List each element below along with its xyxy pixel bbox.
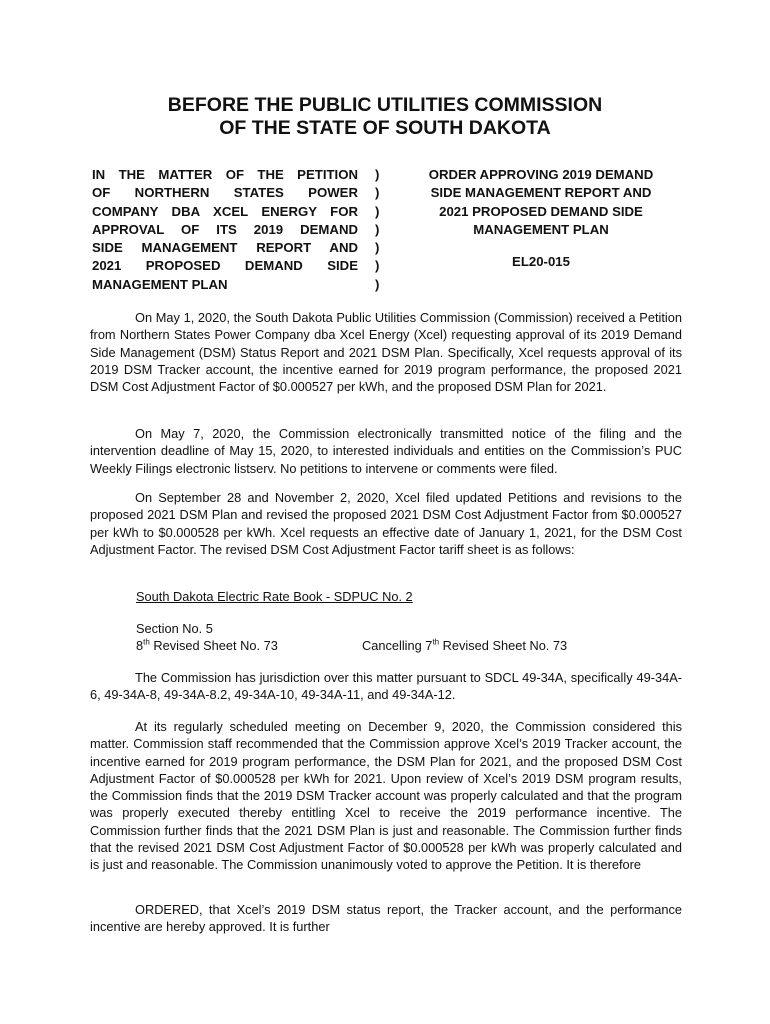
paragraph-text: On May 7, 2020, the Commission electronically transmitted notice of the filing and the intervention deadline of May 15, 2020, to interested individuals and entities on the Commission’s PUC Weekly Filings electronic listserv. No petitions to intervene or comments were filed. [90, 426, 682, 476]
section-number: Section No. 5 [136, 621, 213, 636]
caption-line: SIDE MANAGEMENT REPORT AND [92, 240, 358, 256]
paren: ) [375, 276, 380, 292]
paragraph-text: ORDERED, that Xcel’s 2019 DSM status report, the Tracker account, and the performance incentive are hereby approved. It is further [90, 902, 682, 935]
paren: ) [375, 185, 380, 201]
paragraph-text: The Commission has jurisdiction over this matter pursuant to SDCL 49-34A, specifically 49-34A-6, 49-34A-8, 49-34A-8.2, 49-34A-10, 49-34A-11, and 49-34A-12. [90, 670, 682, 703]
sheet-number: 8 [136, 638, 144, 654]
caption-line: OF NORTHERN STATES POWER [92, 185, 358, 201]
rate-book-title: South Dakota Electric Rate Book - SDPUC No. 2 [136, 589, 413, 604]
revised-sheet [136, 637, 278, 654]
paragraph-5 [90, 718, 682, 874]
caption-line: IN THE MATTER OF THE PETITION [92, 167, 358, 182]
order-title-line: MANAGEMENT PLAN [473, 221, 609, 237]
cancel-ordinal: th [432, 637, 440, 647]
paren: ) [375, 258, 380, 274]
case-caption-left [92, 166, 358, 294]
cancel-rest: Revised Sheet No. 73 [439, 638, 568, 653]
cancelling-sheet [362, 637, 567, 654]
sheet-text: Revised Sheet No. 73 [149, 638, 278, 654]
paragraph-1 [90, 309, 682, 395]
paragraph-text: At its regularly scheduled meeting on December 9, 2020, the Commission considered this matter. Commission staff recommended that the Commission approve Xcel’s 2019 Tracker account, the incentive earned for 2019 program performance, the DSM Plan for 2021, and the proposed DSM Cost Adjustment Factor of $0.000528 per kWh for 2021. Upon review of Xcel’s 2019 DSM program results, the Commission finds that the 2019 DSM Tracker account was properly calculated and that the program was properly executed thereby entitling Xcel to receive the 2019 performance incentive. The Commission further finds that the 2021 DSM Plan is just and reasonable. The Commission further finds that the revised 2021 DSM Cost Adjustment Factor of $0.000528 per kWh was properly calculated and is just and reasonable. The Commission unanimously voted to approve the Petition. It is therefore [90, 719, 682, 873]
paren: ) [375, 240, 380, 256]
title-line-1: BEFORE THE PUBLIC UTILITIES COMMISSION [167, 94, 603, 116]
paragraph-4 [90, 669, 682, 704]
order-title-line: 2021 PROPOSED DEMAND SIDE [439, 203, 643, 219]
paragraph-text: On May 1, 2020, the South Dakota Public Utilities Commission (Commission) received a Petition from Northern States Power Company dba Xcel Energy (Xcel) requesting approval of its 2019 Demand Side Management (DSM) Status Report and 2021 DSM Plan. Specifically, Xcel requests approval of its 2019 DSM Tracker account, the incentive earned for 2019 program performance, the proposed 2021 DSM Cost Adjustment Factor of $0.000527 per kWh, and the proposed DSM Plan for 2021. [90, 310, 682, 395]
docket-number: EL20-015 [512, 254, 570, 270]
document-title [0, 94, 770, 140]
caption-line: COMPANY DBA XCEL ENERGY FOR [92, 203, 358, 219]
order-title-line: ORDER APPROVING 2019 DEMAND [428, 167, 654, 182]
order-title [398, 166, 684, 271]
title-line-2: OF THE STATE OF SOUTH DAKOTA [219, 117, 551, 139]
paren: ) [375, 203, 380, 219]
tariff-section [136, 620, 278, 655]
paren: ) [375, 221, 380, 237]
caption-line: 2021 PROPOSED DEMAND SIDE [92, 258, 358, 274]
paragraph-3 [90, 489, 682, 558]
cancel-text: Cancelling 7 [362, 638, 433, 653]
caption-line: MANAGEMENT PLAN [92, 276, 228, 292]
paren: ) [375, 167, 380, 182]
paragraph-2 [90, 425, 682, 477]
paragraph-6 [90, 901, 682, 936]
caption-line: APPROVAL OF ITS 2019 DEMAND [92, 221, 358, 237]
order-title-line: SIDE MANAGEMENT REPORT AND [430, 185, 652, 201]
sheet-ordinal: th [143, 638, 150, 648]
caption-parentheses [375, 166, 387, 294]
paragraph-text: On September 28 and November 2, 2020, Xcel filed updated Petitions and revisions to the proposed 2021 DSM Plan and revised the proposed 2021 DSM Cost Adjustment Factor from $0.000527 per kWh to $0.000528 per kWh. Xcel requests an effective date of January 1, 2021, for the DSM Cost Adjustment Factor. The revised DSM Cost Adjustment Factor tariff sheet is as follows: [90, 490, 682, 557]
